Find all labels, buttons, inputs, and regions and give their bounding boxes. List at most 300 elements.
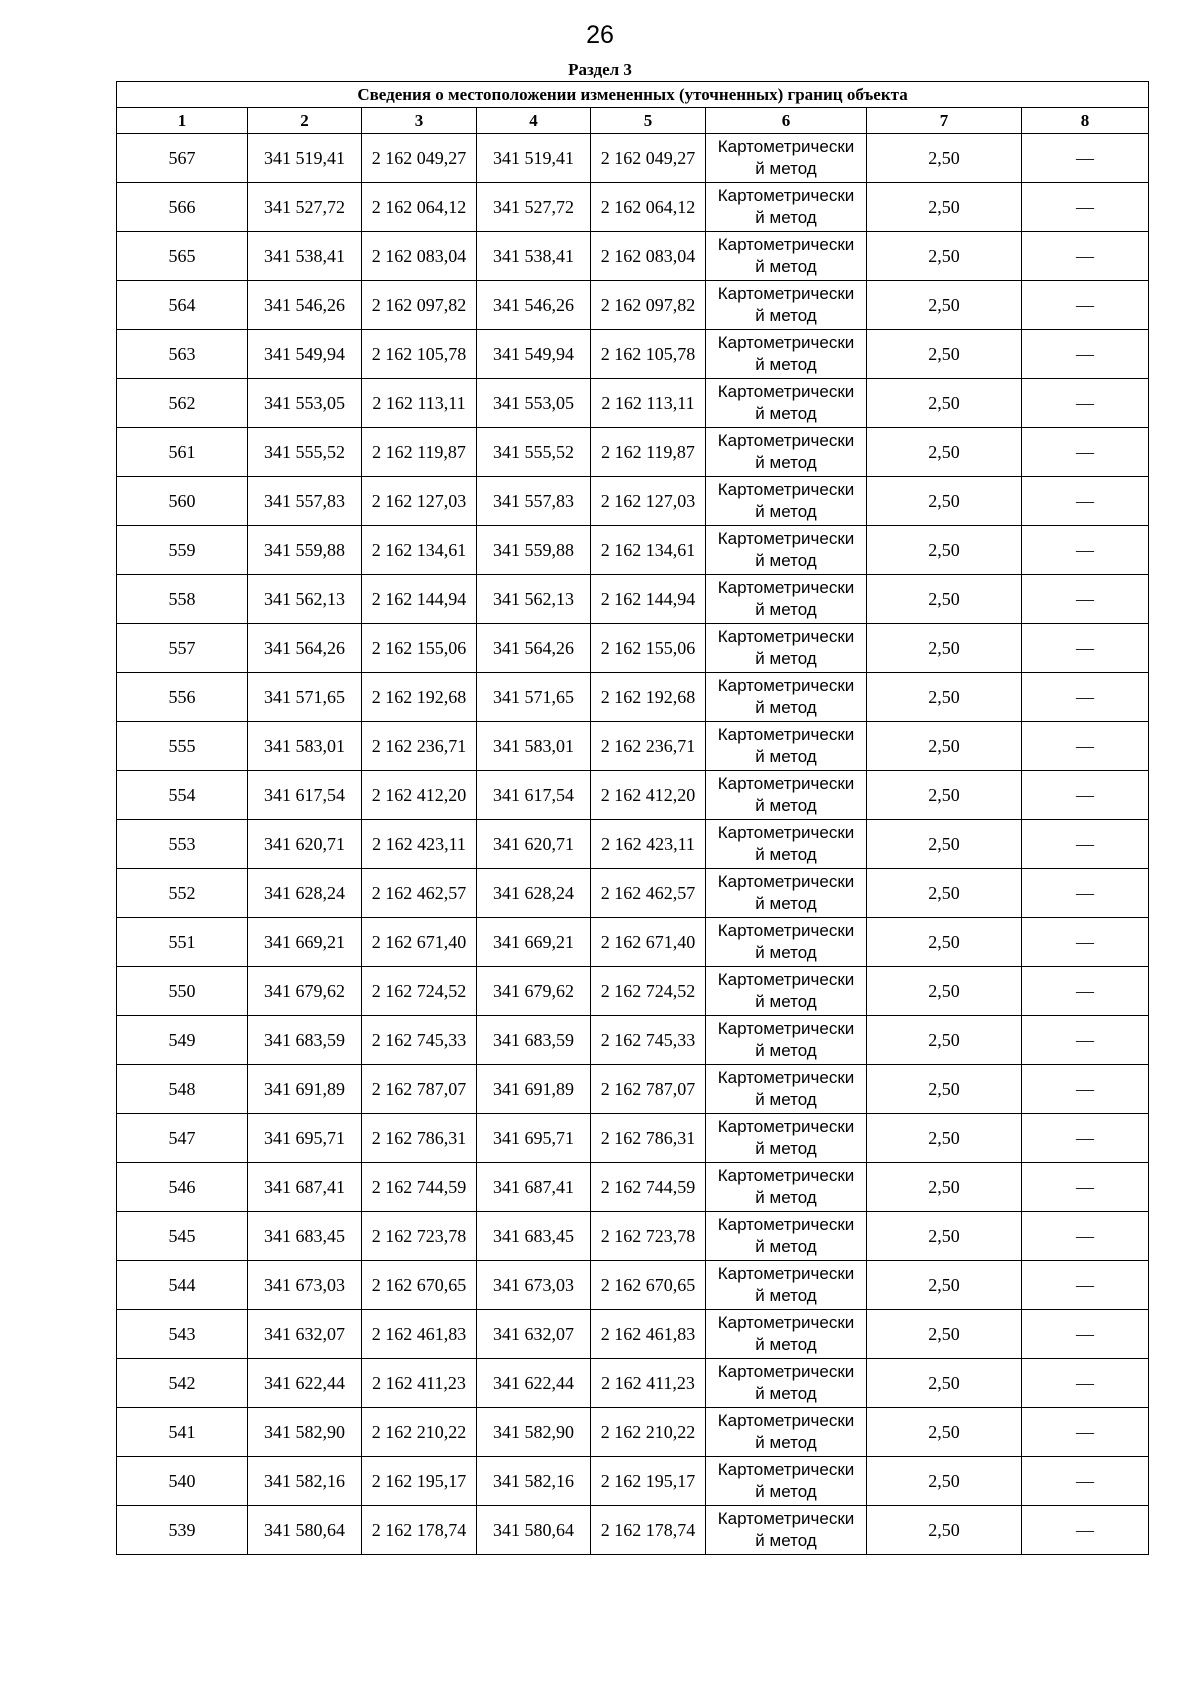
accuracy-cell: 2,50 bbox=[867, 281, 1022, 330]
point-number-cell: 559 bbox=[117, 526, 248, 575]
method-cell bbox=[706, 1114, 867, 1163]
y-coordinate-existing-cell: 2 162 462,57 bbox=[362, 869, 477, 918]
accuracy-cell: 2,50 bbox=[867, 1212, 1022, 1261]
accuracy-cell: 2,50 bbox=[867, 477, 1022, 526]
point-number-cell: 567 bbox=[117, 134, 248, 183]
point-number-cell: 549 bbox=[117, 1016, 248, 1065]
method-line-2: й метод bbox=[755, 1384, 817, 1403]
method-line-2: й метод bbox=[755, 1433, 817, 1452]
point-number-cell: 542 bbox=[117, 1359, 248, 1408]
point-number-cell: 547 bbox=[117, 1114, 248, 1163]
x-coordinate-refined-cell: 341 564,26 bbox=[477, 624, 591, 673]
y-coordinate-existing-cell: 2 162 724,52 bbox=[362, 967, 477, 1016]
y-coordinate-existing-cell: 2 162 105,78 bbox=[362, 330, 477, 379]
method-line-2: й метод bbox=[755, 502, 817, 521]
y-coordinate-existing-cell: 2 162 144,94 bbox=[362, 575, 477, 624]
table-row bbox=[117, 1163, 1149, 1212]
x-coordinate-refined-cell: 341 673,03 bbox=[477, 1261, 591, 1310]
accuracy-cell: 2,50 bbox=[867, 575, 1022, 624]
method-line-2: й метод bbox=[755, 1286, 817, 1305]
note-cell: — bbox=[1022, 1457, 1149, 1506]
x-coordinate-refined-cell: 341 557,83 bbox=[477, 477, 591, 526]
y-coordinate-refined-cell: 2 162 723,78 bbox=[591, 1212, 706, 1261]
point-number-cell: 556 bbox=[117, 673, 248, 722]
y-coordinate-refined-cell: 2 162 083,04 bbox=[591, 232, 706, 281]
table-row bbox=[117, 1261, 1149, 1310]
method-line-2: й метод bbox=[755, 306, 817, 325]
table-row bbox=[117, 1506, 1149, 1555]
note-cell: — bbox=[1022, 967, 1149, 1016]
point-number-cell: 546 bbox=[117, 1163, 248, 1212]
x-coordinate-existing-cell: 341 673,03 bbox=[248, 1261, 362, 1310]
table-row bbox=[117, 379, 1149, 428]
y-coordinate-refined-cell: 2 162 155,06 bbox=[591, 624, 706, 673]
y-coordinate-existing-cell: 2 162 119,87 bbox=[362, 428, 477, 477]
x-coordinate-existing-cell: 341 555,52 bbox=[248, 428, 362, 477]
point-number-cell: 540 bbox=[117, 1457, 248, 1506]
method-line-2: й метод bbox=[755, 943, 817, 962]
y-coordinate-existing-cell: 2 162 671,40 bbox=[362, 918, 477, 967]
column-number-3: 3 bbox=[362, 108, 477, 134]
method-line-1: Картометрически bbox=[717, 186, 855, 205]
method-line-1: Картометрически bbox=[717, 1411, 855, 1430]
page-number: 26 bbox=[586, 21, 614, 49]
accuracy-cell: 2,50 bbox=[867, 722, 1022, 771]
method-line-2: й метод bbox=[755, 1188, 817, 1207]
method-line-1: Картометрически bbox=[717, 137, 855, 156]
x-coordinate-existing-cell: 341 583,01 bbox=[248, 722, 362, 771]
y-coordinate-existing-cell: 2 162 412,20 bbox=[362, 771, 477, 820]
method-line-2: й метод bbox=[755, 159, 817, 178]
method-line-1: Картометрически bbox=[717, 235, 855, 254]
x-coordinate-existing-cell: 341 519,41 bbox=[248, 134, 362, 183]
y-coordinate-refined-cell: 2 162 787,07 bbox=[591, 1065, 706, 1114]
method-line-1: Картометрически bbox=[717, 627, 855, 646]
x-coordinate-existing-cell: 341 559,88 bbox=[248, 526, 362, 575]
method-cell bbox=[706, 232, 867, 281]
x-coordinate-refined-cell: 341 546,26 bbox=[477, 281, 591, 330]
method-line-2: й метод bbox=[755, 698, 817, 717]
column-number-1: 1 bbox=[117, 108, 248, 134]
x-coordinate-existing-cell: 341 538,41 bbox=[248, 232, 362, 281]
point-number-cell: 539 bbox=[117, 1506, 248, 1555]
y-coordinate-existing-cell: 2 162 423,11 bbox=[362, 820, 477, 869]
table-row bbox=[117, 183, 1149, 232]
table-row bbox=[117, 771, 1149, 820]
method-line-2: й метод bbox=[755, 894, 817, 913]
table-row bbox=[117, 1408, 1149, 1457]
column-number-5: 5 bbox=[591, 108, 706, 134]
point-number-cell: 564 bbox=[117, 281, 248, 330]
accuracy-cell: 2,50 bbox=[867, 379, 1022, 428]
method-cell bbox=[706, 1359, 867, 1408]
y-coordinate-existing-cell: 2 162 787,07 bbox=[362, 1065, 477, 1114]
x-coordinate-existing-cell: 341 669,21 bbox=[248, 918, 362, 967]
column-number-7: 7 bbox=[867, 108, 1022, 134]
x-coordinate-refined-cell: 341 553,05 bbox=[477, 379, 591, 428]
x-coordinate-refined-cell: 341 679,62 bbox=[477, 967, 591, 1016]
method-cell bbox=[706, 1163, 867, 1212]
table-row bbox=[117, 624, 1149, 673]
x-coordinate-existing-cell: 341 622,44 bbox=[248, 1359, 362, 1408]
note-cell: — bbox=[1022, 1310, 1149, 1359]
accuracy-cell: 2,50 bbox=[867, 1359, 1022, 1408]
method-line-1: Картометрически bbox=[717, 1068, 855, 1087]
table-row bbox=[117, 1016, 1149, 1065]
method-line-2: й метод bbox=[755, 747, 817, 766]
method-line-2: й метод bbox=[755, 845, 817, 864]
y-coordinate-existing-cell: 2 162 113,11 bbox=[362, 379, 477, 428]
note-cell: — bbox=[1022, 722, 1149, 771]
x-coordinate-refined-cell: 341 628,24 bbox=[477, 869, 591, 918]
y-coordinate-existing-cell: 2 162 155,06 bbox=[362, 624, 477, 673]
note-cell: — bbox=[1022, 624, 1149, 673]
table-row bbox=[117, 134, 1149, 183]
y-coordinate-existing-cell: 2 162 745,33 bbox=[362, 1016, 477, 1065]
method-cell bbox=[706, 330, 867, 379]
x-coordinate-existing-cell: 341 691,89 bbox=[248, 1065, 362, 1114]
point-number-cell: 558 bbox=[117, 575, 248, 624]
table-row bbox=[117, 869, 1149, 918]
method-cell bbox=[706, 771, 867, 820]
method-line-1: Картометрически bbox=[717, 676, 855, 695]
y-coordinate-refined-cell: 2 162 105,78 bbox=[591, 330, 706, 379]
note-cell: — bbox=[1022, 1408, 1149, 1457]
note-cell: — bbox=[1022, 526, 1149, 575]
x-coordinate-existing-cell: 341 679,62 bbox=[248, 967, 362, 1016]
method-line-2: й метод bbox=[755, 1237, 817, 1256]
y-coordinate-refined-cell: 2 162 670,65 bbox=[591, 1261, 706, 1310]
x-coordinate-refined-cell: 341 691,89 bbox=[477, 1065, 591, 1114]
column-number-6: 6 bbox=[706, 108, 867, 134]
note-cell: — bbox=[1022, 1065, 1149, 1114]
x-coordinate-existing-cell: 341 564,26 bbox=[248, 624, 362, 673]
table-row bbox=[117, 1114, 1149, 1163]
accuracy-cell: 2,50 bbox=[867, 1506, 1022, 1555]
y-coordinate-existing-cell: 2 162 083,04 bbox=[362, 232, 477, 281]
point-number-cell: 562 bbox=[117, 379, 248, 428]
note-cell: — bbox=[1022, 820, 1149, 869]
table-row bbox=[117, 477, 1149, 526]
x-coordinate-refined-cell: 341 583,01 bbox=[477, 722, 591, 771]
point-number-cell: 544 bbox=[117, 1261, 248, 1310]
x-coordinate-refined-cell: 341 687,41 bbox=[477, 1163, 591, 1212]
accuracy-cell: 2,50 bbox=[867, 1408, 1022, 1457]
y-coordinate-refined-cell: 2 162 178,74 bbox=[591, 1506, 706, 1555]
method-line-2: й метод bbox=[755, 1139, 817, 1158]
accuracy-cell: 2,50 bbox=[867, 820, 1022, 869]
y-coordinate-existing-cell: 2 162 195,17 bbox=[362, 1457, 477, 1506]
accuracy-cell: 2,50 bbox=[867, 1163, 1022, 1212]
y-coordinate-refined-cell: 2 162 127,03 bbox=[591, 477, 706, 526]
x-coordinate-existing-cell: 341 695,71 bbox=[248, 1114, 362, 1163]
method-cell bbox=[706, 1016, 867, 1065]
note-cell: — bbox=[1022, 477, 1149, 526]
table-row bbox=[117, 1457, 1149, 1506]
point-number-cell: 541 bbox=[117, 1408, 248, 1457]
method-cell bbox=[706, 477, 867, 526]
method-cell bbox=[706, 183, 867, 232]
y-coordinate-refined-cell: 2 162 744,59 bbox=[591, 1163, 706, 1212]
method-cell bbox=[706, 1408, 867, 1457]
method-cell bbox=[706, 1457, 867, 1506]
method-line-1: Картометрически bbox=[717, 1117, 855, 1136]
coordinates-table bbox=[116, 81, 1149, 1555]
method-line-1: Картометрически bbox=[717, 1019, 855, 1038]
x-coordinate-refined-cell: 341 683,59 bbox=[477, 1016, 591, 1065]
x-coordinate-existing-cell: 341 628,24 bbox=[248, 869, 362, 918]
method-line-1: Картометрически bbox=[717, 1166, 855, 1185]
table-row bbox=[117, 1212, 1149, 1261]
table-body bbox=[117, 134, 1149, 1555]
x-coordinate-refined-cell: 341 582,16 bbox=[477, 1457, 591, 1506]
note-cell: — bbox=[1022, 673, 1149, 722]
note-cell: — bbox=[1022, 183, 1149, 232]
x-coordinate-refined-cell: 341 562,13 bbox=[477, 575, 591, 624]
method-line-1: Картометрически bbox=[717, 970, 855, 989]
y-coordinate-existing-cell: 2 162 236,71 bbox=[362, 722, 477, 771]
y-coordinate-refined-cell: 2 162 461,83 bbox=[591, 1310, 706, 1359]
x-coordinate-existing-cell: 341 617,54 bbox=[248, 771, 362, 820]
x-coordinate-refined-cell: 341 695,71 bbox=[477, 1114, 591, 1163]
method-cell bbox=[706, 820, 867, 869]
x-coordinate-existing-cell: 341 580,64 bbox=[248, 1506, 362, 1555]
x-coordinate-refined-cell: 341 622,44 bbox=[477, 1359, 591, 1408]
x-coordinate-existing-cell: 341 557,83 bbox=[248, 477, 362, 526]
y-coordinate-refined-cell: 2 162 724,52 bbox=[591, 967, 706, 1016]
method-line-1: Картометрически bbox=[717, 725, 855, 744]
y-coordinate-refined-cell: 2 162 423,11 bbox=[591, 820, 706, 869]
method-line-2: й метод bbox=[755, 208, 817, 227]
method-cell bbox=[706, 134, 867, 183]
accuracy-cell: 2,50 bbox=[867, 673, 1022, 722]
note-cell: — bbox=[1022, 575, 1149, 624]
note-cell: — bbox=[1022, 918, 1149, 967]
y-coordinate-refined-cell: 2 162 411,23 bbox=[591, 1359, 706, 1408]
x-coordinate-refined-cell: 341 527,72 bbox=[477, 183, 591, 232]
point-number-cell: 552 bbox=[117, 869, 248, 918]
point-number-cell: 553 bbox=[117, 820, 248, 869]
accuracy-cell: 2,50 bbox=[867, 771, 1022, 820]
note-cell: — bbox=[1022, 281, 1149, 330]
method-line-1: Картометрически bbox=[717, 1264, 855, 1283]
method-line-2: й метод bbox=[755, 1041, 817, 1060]
x-coordinate-refined-cell: 341 582,90 bbox=[477, 1408, 591, 1457]
table-caption: Сведения о местоположении измененных (уточненных) границ объекта bbox=[117, 82, 1149, 108]
method-cell bbox=[706, 918, 867, 967]
table-row bbox=[117, 722, 1149, 771]
x-coordinate-existing-cell: 341 683,45 bbox=[248, 1212, 362, 1261]
method-line-2: й метод bbox=[755, 453, 817, 472]
note-cell: — bbox=[1022, 1261, 1149, 1310]
accuracy-cell: 2,50 bbox=[867, 134, 1022, 183]
note-cell: — bbox=[1022, 1114, 1149, 1163]
y-coordinate-refined-cell: 2 162 210,22 bbox=[591, 1408, 706, 1457]
y-coordinate-refined-cell: 2 162 786,31 bbox=[591, 1114, 706, 1163]
accuracy-cell: 2,50 bbox=[867, 428, 1022, 477]
method-cell bbox=[706, 1310, 867, 1359]
x-coordinate-existing-cell: 341 632,07 bbox=[248, 1310, 362, 1359]
x-coordinate-existing-cell: 341 582,90 bbox=[248, 1408, 362, 1457]
accuracy-cell: 2,50 bbox=[867, 624, 1022, 673]
x-coordinate-refined-cell: 341 617,54 bbox=[477, 771, 591, 820]
note-cell: — bbox=[1022, 1163, 1149, 1212]
y-coordinate-refined-cell: 2 162 119,87 bbox=[591, 428, 706, 477]
y-coordinate-existing-cell: 2 162 723,78 bbox=[362, 1212, 477, 1261]
point-number-cell: 550 bbox=[117, 967, 248, 1016]
accuracy-cell: 2,50 bbox=[867, 1016, 1022, 1065]
x-coordinate-existing-cell: 341 687,41 bbox=[248, 1163, 362, 1212]
accuracy-cell: 2,50 bbox=[867, 183, 1022, 232]
accuracy-cell: 2,50 bbox=[867, 330, 1022, 379]
x-coordinate-existing-cell: 341 553,05 bbox=[248, 379, 362, 428]
note-cell: — bbox=[1022, 1212, 1149, 1261]
y-coordinate-refined-cell: 2 162 134,61 bbox=[591, 526, 706, 575]
point-number-cell: 566 bbox=[117, 183, 248, 232]
y-coordinate-refined-cell: 2 162 144,94 bbox=[591, 575, 706, 624]
y-coordinate-refined-cell: 2 162 462,57 bbox=[591, 869, 706, 918]
method-line-2: й метод bbox=[755, 1090, 817, 1109]
method-cell bbox=[706, 673, 867, 722]
accuracy-cell: 2,50 bbox=[867, 1310, 1022, 1359]
x-coordinate-refined-cell: 341 683,45 bbox=[477, 1212, 591, 1261]
table-row bbox=[117, 1065, 1149, 1114]
x-coordinate-refined-cell: 341 519,41 bbox=[477, 134, 591, 183]
method-cell bbox=[706, 281, 867, 330]
method-line-2: й метод bbox=[755, 600, 817, 619]
x-coordinate-refined-cell: 341 555,52 bbox=[477, 428, 591, 477]
column-number-8: 8 bbox=[1022, 108, 1149, 134]
point-number-cell: 557 bbox=[117, 624, 248, 673]
table-row bbox=[117, 428, 1149, 477]
note-cell: — bbox=[1022, 428, 1149, 477]
x-coordinate-existing-cell: 341 562,13 bbox=[248, 575, 362, 624]
column-number-2: 2 bbox=[248, 108, 362, 134]
y-coordinate-refined-cell: 2 162 097,82 bbox=[591, 281, 706, 330]
accuracy-cell: 2,50 bbox=[867, 1114, 1022, 1163]
x-coordinate-refined-cell: 341 669,21 bbox=[477, 918, 591, 967]
method-line-2: й метод bbox=[755, 1335, 817, 1354]
x-coordinate-existing-cell: 341 620,71 bbox=[248, 820, 362, 869]
y-coordinate-refined-cell: 2 162 236,71 bbox=[591, 722, 706, 771]
method-line-2: й метод bbox=[755, 257, 817, 276]
note-cell: — bbox=[1022, 1359, 1149, 1408]
y-coordinate-existing-cell: 2 162 461,83 bbox=[362, 1310, 477, 1359]
point-number-cell: 545 bbox=[117, 1212, 248, 1261]
y-coordinate-refined-cell: 2 162 113,11 bbox=[591, 379, 706, 428]
y-coordinate-existing-cell: 2 162 210,22 bbox=[362, 1408, 477, 1457]
method-line-1: Картометрически bbox=[717, 1362, 855, 1381]
y-coordinate-existing-cell: 2 162 786,31 bbox=[362, 1114, 477, 1163]
method-line-2: й метод bbox=[755, 355, 817, 374]
table-row bbox=[117, 526, 1149, 575]
x-coordinate-existing-cell: 341 549,94 bbox=[248, 330, 362, 379]
note-cell: — bbox=[1022, 232, 1149, 281]
x-coordinate-existing-cell: 341 582,16 bbox=[248, 1457, 362, 1506]
method-line-1: Картометрически bbox=[717, 1313, 855, 1332]
method-line-2: й метод bbox=[755, 649, 817, 668]
method-cell bbox=[706, 1261, 867, 1310]
method-line-2: й метод bbox=[755, 1482, 817, 1501]
point-number-cell: 554 bbox=[117, 771, 248, 820]
table-row bbox=[117, 1310, 1149, 1359]
method-line-1: Картометрически bbox=[717, 1215, 855, 1234]
column-number-4: 4 bbox=[477, 108, 591, 134]
column-number-row bbox=[117, 108, 1149, 134]
method-line-1: Картометрически bbox=[717, 872, 855, 891]
accuracy-cell: 2,50 bbox=[867, 1261, 1022, 1310]
y-coordinate-existing-cell: 2 162 049,27 bbox=[362, 134, 477, 183]
x-coordinate-existing-cell: 341 546,26 bbox=[248, 281, 362, 330]
section-title: Раздел 3 bbox=[568, 60, 632, 79]
x-coordinate-refined-cell: 341 620,71 bbox=[477, 820, 591, 869]
note-cell: — bbox=[1022, 134, 1149, 183]
method-line-1: Картометрически bbox=[717, 284, 855, 303]
method-cell bbox=[706, 1212, 867, 1261]
note-cell: — bbox=[1022, 869, 1149, 918]
table-row bbox=[117, 575, 1149, 624]
y-coordinate-refined-cell: 2 162 064,12 bbox=[591, 183, 706, 232]
method-line-1: Картометрически bbox=[717, 921, 855, 940]
note-cell: — bbox=[1022, 771, 1149, 820]
method-cell bbox=[706, 428, 867, 477]
y-coordinate-existing-cell: 2 162 097,82 bbox=[362, 281, 477, 330]
note-cell: — bbox=[1022, 330, 1149, 379]
method-line-1: Картометрически bbox=[717, 1460, 855, 1479]
point-number-cell: 543 bbox=[117, 1310, 248, 1359]
accuracy-cell: 2,50 bbox=[867, 232, 1022, 281]
method-cell bbox=[706, 1065, 867, 1114]
method-cell bbox=[706, 379, 867, 428]
method-cell bbox=[706, 722, 867, 771]
point-number-cell: 561 bbox=[117, 428, 248, 477]
x-coordinate-refined-cell: 341 559,88 bbox=[477, 526, 591, 575]
note-cell: — bbox=[1022, 1506, 1149, 1555]
method-line-1: Картометрически bbox=[717, 333, 855, 352]
method-line-2: й метод bbox=[755, 1531, 817, 1550]
accuracy-cell: 2,50 bbox=[867, 869, 1022, 918]
table-row bbox=[117, 820, 1149, 869]
x-coordinate-refined-cell: 341 549,94 bbox=[477, 330, 591, 379]
table-row bbox=[117, 281, 1149, 330]
y-coordinate-refined-cell: 2 162 412,20 bbox=[591, 771, 706, 820]
y-coordinate-existing-cell: 2 162 192,68 bbox=[362, 673, 477, 722]
y-coordinate-existing-cell: 2 162 134,61 bbox=[362, 526, 477, 575]
y-coordinate-existing-cell: 2 162 178,74 bbox=[362, 1506, 477, 1555]
y-coordinate-refined-cell: 2 162 049,27 bbox=[591, 134, 706, 183]
y-coordinate-refined-cell: 2 162 195,17 bbox=[591, 1457, 706, 1506]
method-line-1: Картометрически bbox=[717, 431, 855, 450]
x-coordinate-refined-cell: 341 538,41 bbox=[477, 232, 591, 281]
y-coordinate-existing-cell: 2 162 411,23 bbox=[362, 1359, 477, 1408]
x-coordinate-refined-cell: 341 571,65 bbox=[477, 673, 591, 722]
point-number-cell: 565 bbox=[117, 232, 248, 281]
table-row bbox=[117, 330, 1149, 379]
point-number-cell: 560 bbox=[117, 477, 248, 526]
accuracy-cell: 2,50 bbox=[867, 918, 1022, 967]
point-number-cell: 555 bbox=[117, 722, 248, 771]
table-row bbox=[117, 673, 1149, 722]
accuracy-cell: 2,50 bbox=[867, 1065, 1022, 1114]
method-cell bbox=[706, 967, 867, 1016]
table-row bbox=[117, 967, 1149, 1016]
x-coordinate-existing-cell: 341 571,65 bbox=[248, 673, 362, 722]
point-number-cell: 551 bbox=[117, 918, 248, 967]
method-line-1: Картометрически bbox=[717, 823, 855, 842]
point-number-cell: 548 bbox=[117, 1065, 248, 1114]
point-number-cell: 563 bbox=[117, 330, 248, 379]
accuracy-cell: 2,50 bbox=[867, 967, 1022, 1016]
